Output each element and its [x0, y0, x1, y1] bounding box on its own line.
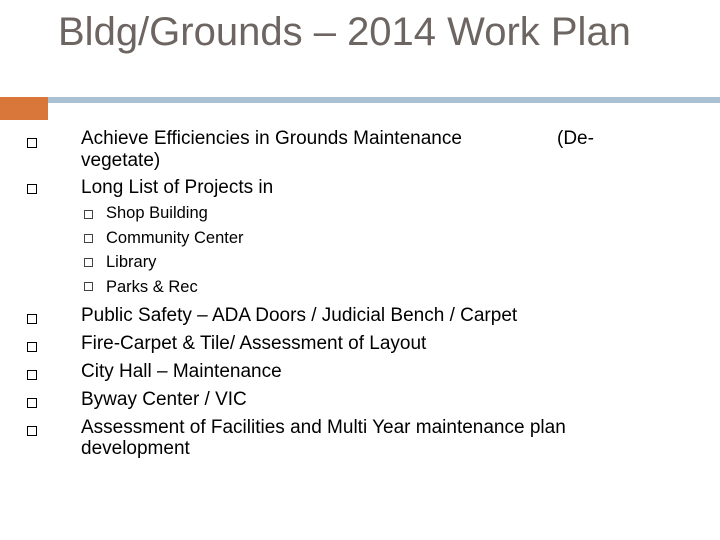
list-item-text: vegetate) [81, 150, 161, 171]
square-bullet-icon [27, 370, 37, 380]
list-item-text: (De- [557, 128, 594, 149]
list-item-text: Achieve Efficiencies in Grounds Maintenance [81, 128, 462, 149]
sub-list-item-text: Shop Building [106, 204, 208, 222]
list-item-text: City Hall – Maintenance [81, 361, 282, 382]
slide-title: Bldg/Grounds – 2014 Work Plan [58, 10, 631, 54]
square-bullet-icon [27, 138, 37, 148]
sub-list-item-text: Parks & Rec [106, 278, 198, 296]
sub-list-item-text: Library [106, 253, 157, 271]
list-item-text: Assessment of Facilities and Multi Year maintenance plan [81, 417, 566, 438]
square-bullet-icon [84, 258, 93, 267]
list-item-text: Public Safety – ADA Doors / Judicial Bench / Carpet [81, 305, 518, 326]
square-bullet-icon [27, 314, 37, 324]
square-bullet-icon [84, 210, 93, 219]
square-bullet-icon [84, 234, 93, 243]
sub-list-item-text: Community Center [106, 229, 244, 247]
square-bullet-icon [27, 184, 37, 194]
square-bullet-icon [27, 398, 37, 408]
square-bullet-icon [84, 282, 93, 291]
list-item-text: Long List of Projects in [81, 177, 274, 198]
list-item-text: development [81, 438, 190, 459]
square-bullet-icon [27, 342, 37, 352]
list-item-text: Byway Center / VIC [81, 389, 247, 410]
square-bullet-icon [27, 426, 37, 436]
list-item-text: Fire-Carpet & Tile/ Assessment of Layout [81, 333, 427, 354]
